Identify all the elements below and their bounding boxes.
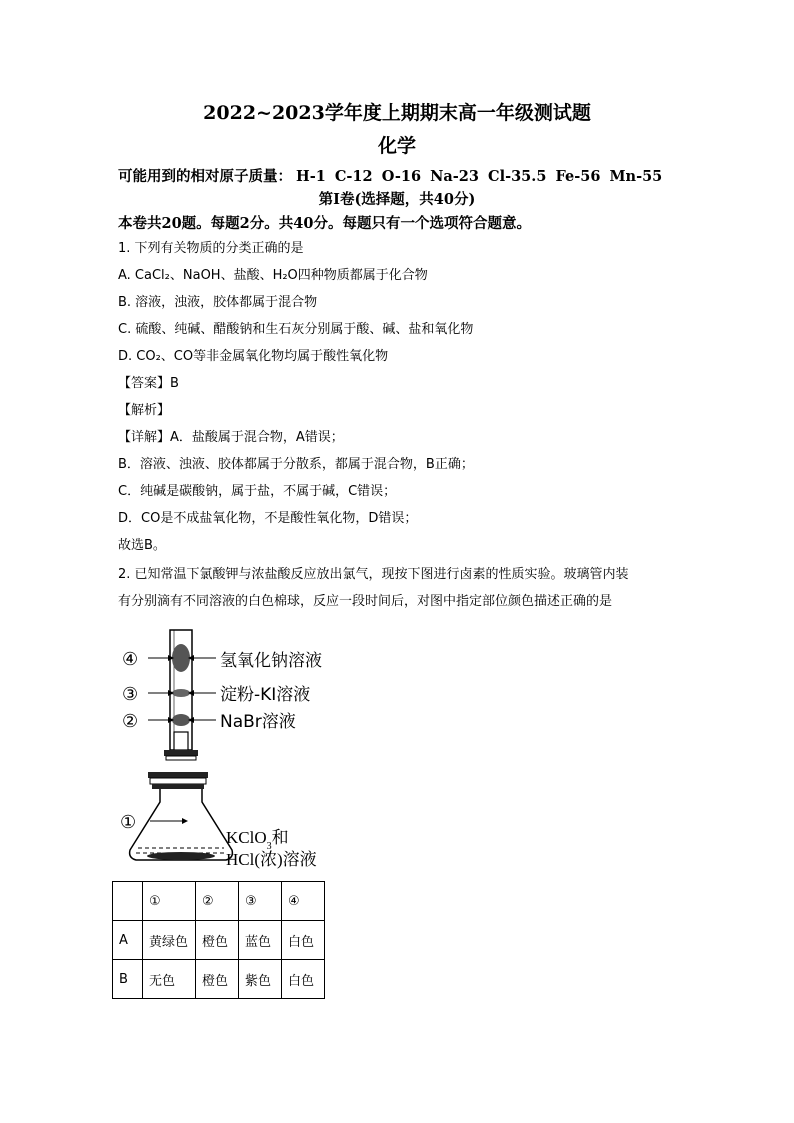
mass-item: Na-23 (430, 168, 479, 185)
label-starch-ki: 淀粉-KI溶液 (220, 685, 311, 705)
q1-detail: 故选B。 (118, 538, 166, 553)
table-cell: A (113, 921, 143, 960)
q1-option-b: B. 溶液，浊液，胶体都属于混合物 (118, 295, 318, 310)
table-cell: 白色 (282, 960, 325, 999)
q1-stem: 1. 下列有关物质的分类正确的是 (118, 241, 304, 256)
table-cell: 蓝色 (239, 921, 282, 960)
table-cell: B (113, 960, 143, 999)
label-kclo3: KClO$_3$和 (226, 828, 289, 852)
options-table (112, 881, 325, 999)
label-hcl: HCl(浓)溶液 (226, 850, 317, 869)
q1-detail: 【详解】A．盐酸属于混合物，A错误； (118, 430, 344, 445)
cotton-ball-2 (172, 714, 190, 726)
flask-liquid (147, 852, 215, 860)
atomic-masses-label: 可能用到的相对原子质量： (118, 168, 292, 185)
mass-item: Fe-56 (555, 168, 601, 185)
mass-item: C-12 (334, 168, 373, 185)
table-cell: ④ (282, 882, 325, 921)
mass-item: O-16 (381, 168, 422, 185)
q1-detail: C．纯碱是碳酸钠，属于盐，不属于碱，C错误； (118, 484, 397, 499)
table-cell: ① (143, 882, 196, 921)
q1-option-a: A. CaCl₂、NaOH、盐酸、H₂O四种物质都属于化合物 (118, 268, 428, 283)
section-title: 第I卷(选择题，共40分) (318, 191, 476, 208)
q2-stem-line1: 2. 已知常温下氯酸钾与浓盐酸反应放出氯气，现按下图进行卤素的性质实验。玻璃管内装 (118, 567, 629, 582)
q1-option-c: C. 硫酸、纯碱、醋酸钠和生石灰分别属于酸、碱、盐和氧化物 (118, 322, 474, 337)
mark-1: ① (120, 812, 137, 833)
exam-title: 2022~2023学年度上期期末高一年级测试题 (203, 102, 591, 124)
q1-answer: 【答案】B (118, 376, 179, 391)
table-row (113, 960, 325, 999)
mass-item: H-1 (296, 168, 326, 185)
atomic-masses (118, 165, 662, 186)
table-cell: 无色 (143, 960, 196, 999)
table-cell (113, 882, 143, 921)
table-cell: 白色 (282, 921, 325, 960)
q1-option-d: D. CO₂、CO等非金属氧化物均属于酸性氧化物 (118, 349, 389, 364)
cotton-ball-4 (172, 644, 190, 672)
mass-item: Cl-35.5 (488, 168, 547, 185)
table-header-row (113, 882, 325, 921)
q1-detail: D．CO是不成盐氧化物，不是酸性氧化物，D错误； (118, 511, 418, 526)
section-intro: 本卷共20题。每题2分。共40分。每题只有一个选项符合题意。 (118, 215, 531, 232)
mark-4: ④ (122, 649, 139, 670)
experiment-diagram (110, 622, 350, 872)
label-nabr: NaBr溶液 (220, 712, 296, 732)
table-cell: 紫色 (239, 960, 282, 999)
mass-item: Mn-55 (609, 168, 663, 185)
table-cell: ② (196, 882, 239, 921)
table-cell: ③ (239, 882, 282, 921)
cotton-ball-3 (172, 689, 190, 697)
table-row (113, 921, 325, 960)
q1-detail: B．溶液、浊液、胶体都属于分散系，都属于混合物，B正确； (118, 457, 474, 472)
label-naoh: 氢氧化钠溶液 (220, 651, 322, 671)
q2-stem-line2: 有分别滴有不同溶液的白色棉球，反应一段时间后，对图中指定部位颜色描述正确的是 (118, 594, 613, 609)
table-cell: 橙色 (196, 921, 239, 960)
table-cell: 黄绿色 (143, 921, 196, 960)
mark-3: ③ (122, 684, 139, 705)
subject-title: 化学 (377, 135, 416, 157)
mark-2: ② (122, 711, 139, 732)
stopper (148, 772, 208, 778)
q1-analysis-label: 【解析】 (118, 403, 171, 418)
table-cell: 橙色 (196, 960, 239, 999)
flask (130, 789, 233, 860)
